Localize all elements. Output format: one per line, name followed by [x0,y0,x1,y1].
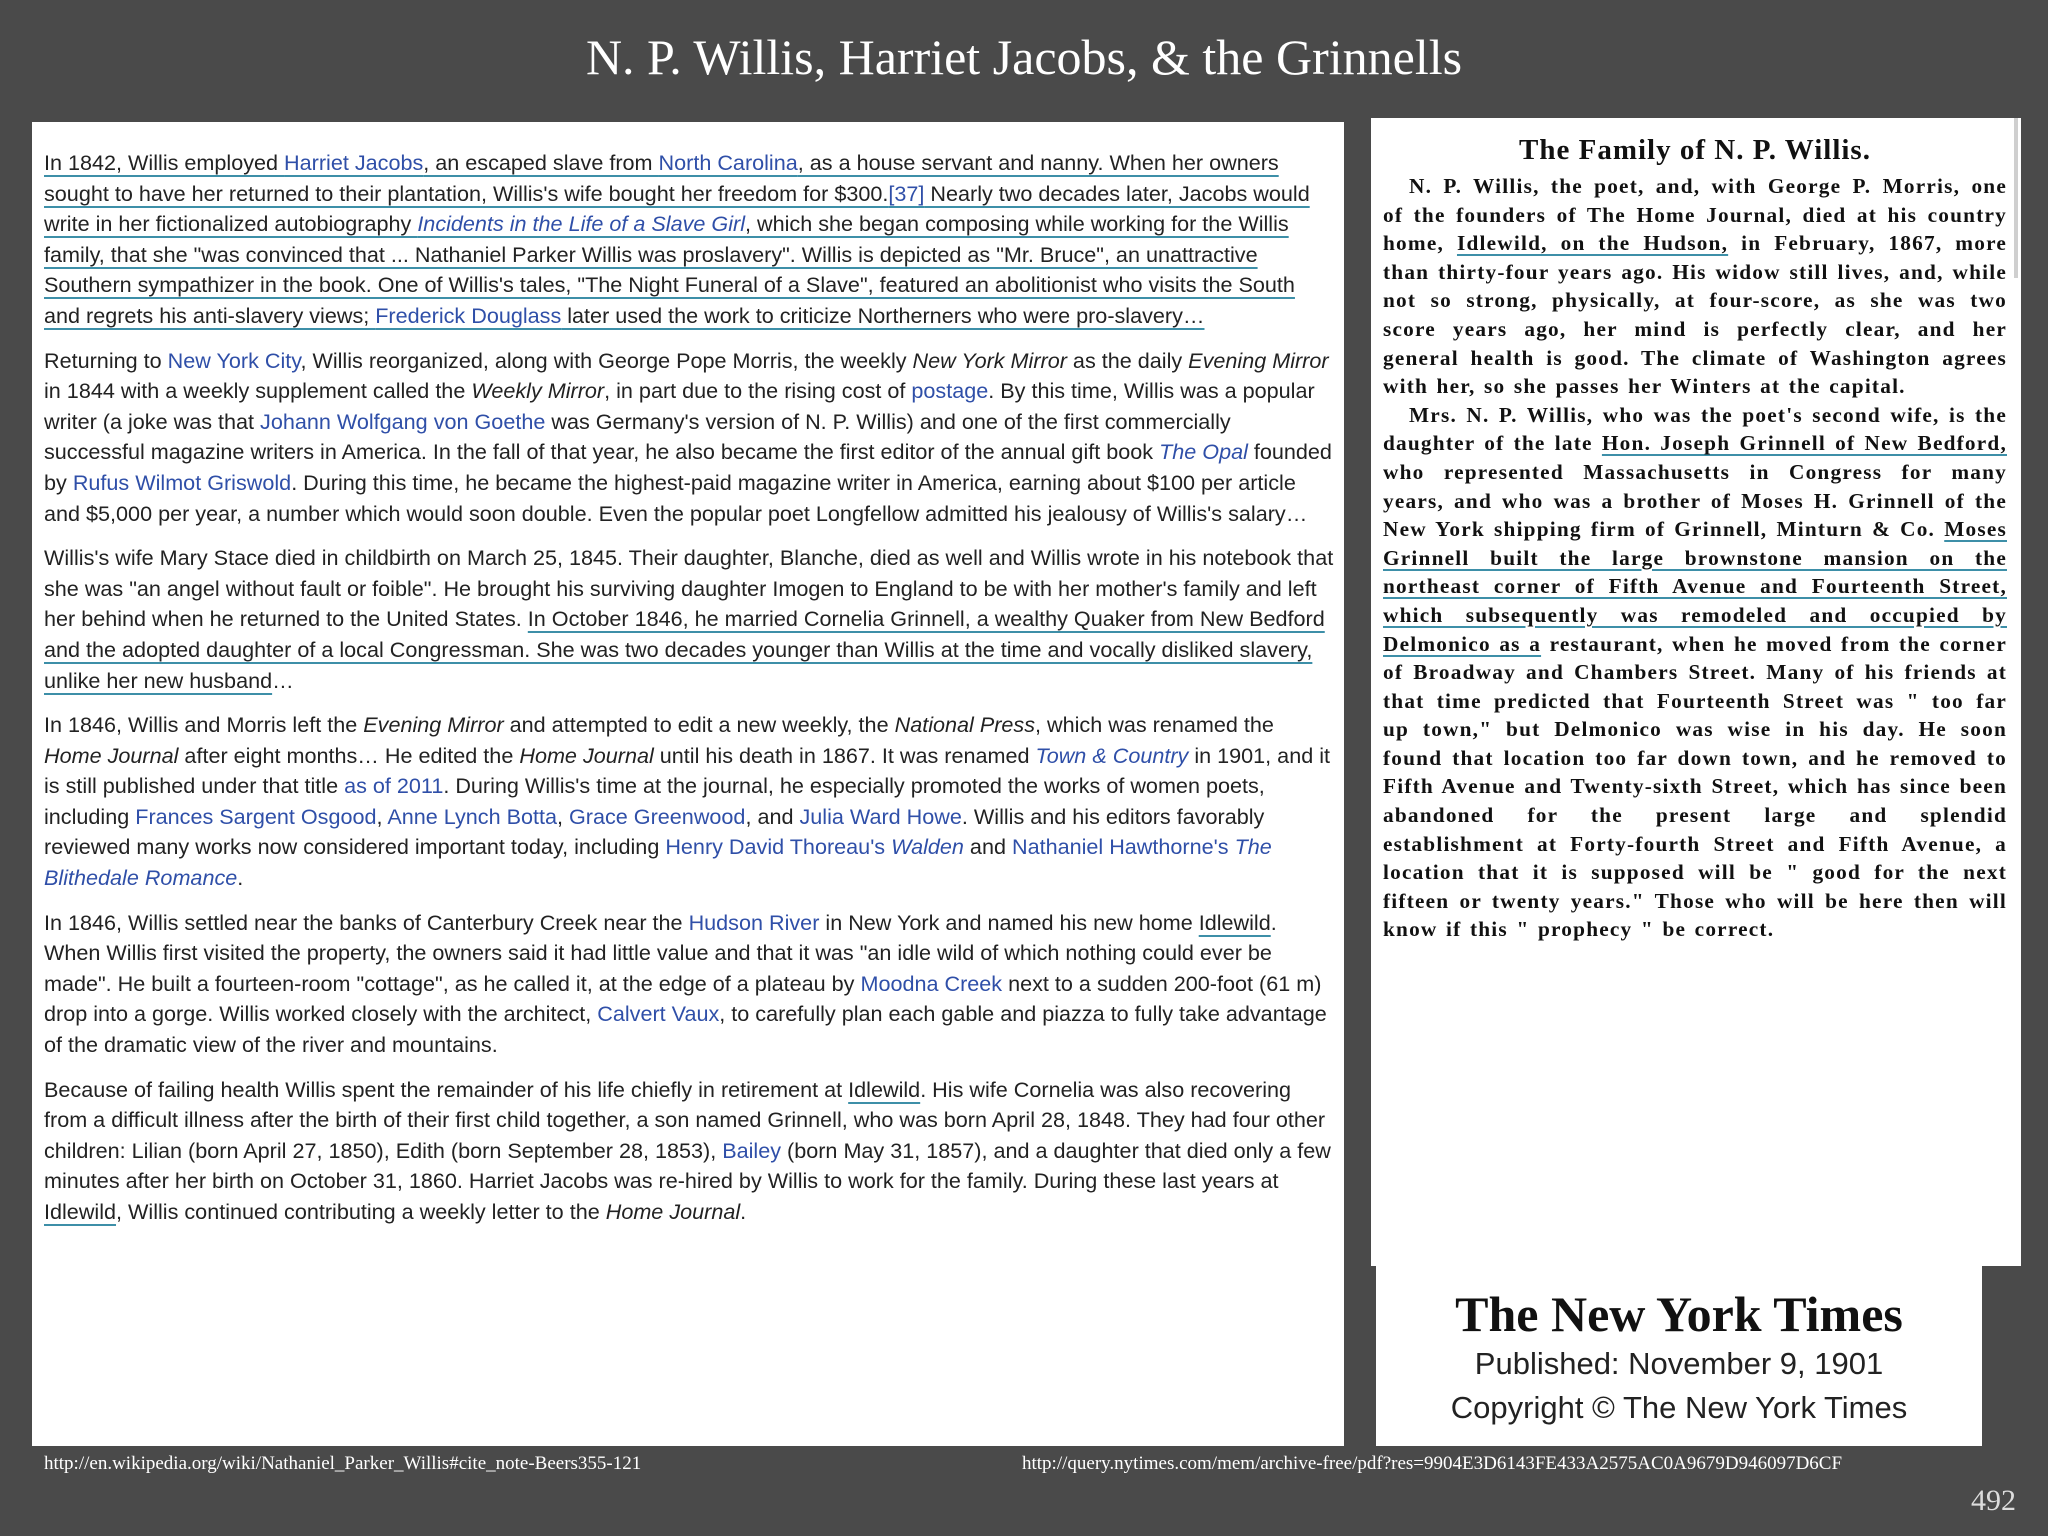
wiki-paragraph-3 [44,543,1334,696]
hyperlink[interactable]: Johann Wolfgang von Goethe [260,408,546,434]
wiki-paragraph-2 [44,346,1334,530]
wiki-paragraph-1 [44,148,1334,332]
text-run: founded by [44,439,1332,495]
text-run: in February, 1867, more than thirty-four years ago. His widow still lives, and, while not so strong, physically, at four-score, as she was two score years ago, her mind is perfectly clear, and her general health is good. The climate of Washington agrees with her, so she passes her Winters at the capital. [1383,231,2008,399]
text-run: . His wife Cornelia was also recovering from a difficult illness after the birth of their first child together, a son named Grinnell, who was born April 28, 1848. They had four other children: Lilian (born April 27, 1850), Edith (born September 28, 1853), [44,1076,1326,1163]
text-run: Mrs. N. P. Willis, who was the poet's second wife, is the daughter of the late [1383,402,2007,456]
text-run: in New York and named his new home [819,909,1199,935]
text-run: National Press [894,712,1036,738]
text-run: Nearly two decades later, Jacobs would write in her fictionalized autobiography [44,180,1310,237]
text-run: . [740,1199,747,1224]
text-run: after eight months… He edited the [178,742,520,768]
text-run: Idlewild, on the Hudson, [1456,231,1729,256]
hyperlink[interactable]: Bailey [722,1137,782,1163]
hyperlink[interactable]: Julia Ward Howe [799,803,962,829]
text-run: Moses Grinnell built the large brownstone mansion on the northeast corner of Fifth Avenue and Fourteenth Street, which subsequently was remodeled and occupied by Delmonico as a [1383,517,2007,656]
text-run: New York Mirror [912,347,1067,373]
nyt-paragraph-1 [1383,172,2007,401]
hyperlink[interactable]: Grace Greenwood [569,803,746,829]
hyperlink[interactable]: as of 2011 [344,773,444,799]
hyperlink[interactable]: Incidents in the Life of a Slave Girl [417,211,745,237]
hyperlink[interactable]: Walden [891,834,964,860]
text-run: . During Willis's time at the journal, he especially promoted the works of women poets, including [44,773,1265,829]
text-run: Idlewild [848,1076,921,1102]
text-run: (born May 31, 1857), and a daughter that died only a few minutes after her birth on October 31, 1860. Harriet Jacobs was re-hired by Willis to work for the family. During these last years at [44,1137,1331,1194]
text-run: , in part due to the rising cost of [604,378,912,404]
text-run: Evening Mirror [363,712,504,738]
copyright-notice: Copyright © The New York Times [1450,1390,1908,1425]
text-run: and [963,834,1012,860]
hyperlink[interactable]: postage [911,378,989,404]
hyperlink[interactable]: 's [870,834,892,860]
hyperlink[interactable]: 's [1213,834,1235,860]
published-date: Published: November 9, 1901 [1474,1346,1884,1381]
nyt-headline: The Family of N. P. Willis. [1519,134,1871,166]
text-run: … [272,667,294,693]
text-run: Weekly Mirror [471,378,605,404]
scrollbar[interactable] [2014,118,2018,278]
nyt-source-box [1376,1266,1982,1446]
text-run: as the daily [1066,347,1189,373]
text-run: Evening Mirror [1188,347,1329,373]
text-run: Because of failing health Willis spent the remainder of his life chiefly in retirement at [44,1076,849,1102]
text-run: , to carefully plan each gable and piazza to fully take advantage of the dramatic view of the river and mountains. [44,1001,1327,1058]
wikipedia-source-url[interactable]: http://en.wikipedia.org/wiki/Nathaniel_Parker_Willis#cite_note-Beers355-121 [44,1453,642,1474]
text-run: next to a sudden 200-foot (61 m) drop into a gorge. Willis worked closely with the architect, [44,970,1322,1027]
text-run: in 1844 with a weekly supplement called the [44,378,472,404]
hyperlink[interactable]: New York City [167,347,301,373]
text-run: Home Journal [519,742,654,768]
hyperlink[interactable]: Rufus Wilmot Griswold [72,469,292,495]
hyperlink[interactable]: The Opal [1159,439,1248,465]
text-run: , Willis continued contributing a weekly letter to the [116,1199,606,1224]
nyt-article-clipping [1371,118,2021,1266]
text-run: In 1842, Willis employed [44,150,285,175]
hyperlink[interactable]: Frederick Douglass [375,302,562,328]
text-run: later used the work to criticize Northerners who were pro-slavery… [561,302,1205,328]
hyperlink[interactable]: Harriet Jacobs [284,150,424,175]
text-run: , [557,803,569,829]
text-run: , an escaped slave from [423,150,659,175]
text-run: , as a house servant and nanny. When her owners sought to have her returned to their plantation, Willis's wife bought her freedom for $300. [44,150,1279,206]
hyperlink[interactable]: North Carolina [658,150,798,175]
page-number: 492 [1971,1484,2016,1517]
hyperlink[interactable]: Town & Country [1035,742,1189,768]
nyt-source-url[interactable]: http://query.nytimes.com/mem/archive-free/pdf?res=9904E3D6143FE433A2575AC0A9679D946097D6CF [1022,1453,1843,1474]
text-run: Returning to [44,347,168,373]
slide-title: N. P. Willis, Harriet Jacobs, & the Grinnells [585,29,1463,85]
text-run: , and [745,803,800,829]
text-run: In October 1846, he married Cornelia Grinnell, a wealthy Quaker from New Bedford and the adopted daughter of a local Congressman. She was two decades younger than Willis at the time and vocally disliked slavery, unlike her new husband [44,606,1325,693]
text-run: Home Journal [605,1199,741,1224]
wiki-paragraph-6 [44,1075,1334,1228]
hyperlink[interactable]: Henry David Thoreau [665,834,871,860]
text-run: , [376,803,388,829]
text-run: , Willis reorganized, along with George Pope Morris, the weekly [300,347,913,373]
hyperlink[interactable]: Moodna Creek [860,970,1003,996]
text-run: Hon. Joseph Grinnell of New Bedford, [1601,431,2007,456]
text-run: restaurant, when he moved from the corner of Broadway and Chambers Street. Many of his friends at that time predicted that Fourteenth Street was " too far up town," but Delmonico was wise in his day. He soon found that location too far down town, and he removed to Fifth Avenue and Twenty-sixth Street, which has since been abandoned for the present large and splendid establishment at Forty-fourth Street and Fifth Avenue, a location that it is supposed will be " good for the next fifteen or twenty years." Those who will be here then will know if this " prophecy " be correct. [1383,631,2007,942]
text-run: . Willis and his editors favorably reviewed many works now considered important today, including [44,803,1265,860]
hyperlink[interactable]: The Blithedale Romance [44,834,1272,891]
text-run: Home Journal [44,742,179,768]
text-run: Willis's wife Mary Stace died in childbirth on March 25, 1845. Their daughter, Blanche, died as well and Willis wrote in his notebook that she was "an angel without fault or foible". He brought his surviving daughter Imogen to England to be with her mother's family and left her behind when he returned to the United States. [44,545,1334,632]
text-run: Idlewild [1198,909,1271,935]
hyperlink[interactable]: Frances Sargent Osgood [135,803,377,829]
text-run: was Germany's version of N. P. Willis) and one of the first commercially successful magazine writers in America. In the fall of that year, he also became the first editor of the annual gift book [44,408,1231,465]
hyperlink[interactable]: [37] [888,180,925,206]
nyt-article-body [1383,172,2007,944]
text-run: . When Willis first visited the property, the owners said it had little value and that it was "an idle wild of which nothing could ever be made". He built a fourteen-room "cottage", as he called it, at the edge of a plateau by [44,909,1277,996]
wikipedia-excerpt [32,122,1344,1446]
text-run: , which she began composing while working for the Willis family, that she "was convinced that ... Nathaniel Parker Willis was proslavery". Willis is depicted as "Mr. Bruce", an unattractive Southern sympathizer in the book. One of Willis's tales, "The Night Funeral of a Slave", featured an abolitionist who visits the South and regrets his anti-slavery views; [44,211,1295,328]
text-run: who represented Massachusetts in Congress for many years, and who was a brother of Moses H. Grinnell of the New York shipping firm of Grinnell, Minturn & Co. [1383,459,2007,542]
text-run: In 1846, Willis settled near the banks of Canterbury Creek near the [44,909,689,935]
nyt-paragraph-2 [1383,401,2007,944]
text-run: , which was renamed the [1035,712,1274,738]
wiki-paragraph-4 [44,710,1334,894]
hyperlink[interactable]: Nathaniel Hawthorne [1011,834,1214,860]
hyperlink[interactable]: Anne Lynch Botta [387,803,557,829]
text-run: . By this time, Willis was a popular writer (a joke was that [44,378,1315,434]
wiki-paragraph-5 [44,908,1334,1061]
text-run: and attempted to edit a new weekly, the [503,712,895,738]
text-run: . [237,865,244,891]
text-run: N. P. Willis, the poet, and, with George P. Morris, one of the founders of The Home Journal, died at his country home, [1383,174,2007,256]
text-run: in 1901, and it is still published under that title [44,742,1331,799]
text-run: . During this time, he became the highest-paid magazine writer in America, earning about $100 per article and $5,000 per year, a number which would soon double. Even the popular poet Longfellow admitted his jealousy of Willis's salary… [44,469,1308,526]
text-run: Idlewild [44,1199,117,1224]
hyperlink[interactable]: Calvert Vaux [597,1001,720,1027]
nyt-logo: The New York Times [1455,1286,1903,1342]
hyperlink[interactable]: Hudson River [688,909,820,935]
text-run: In 1846, Willis and Morris left the [44,712,364,738]
text-run: until his death in 1867. It was renamed [653,742,1036,768]
